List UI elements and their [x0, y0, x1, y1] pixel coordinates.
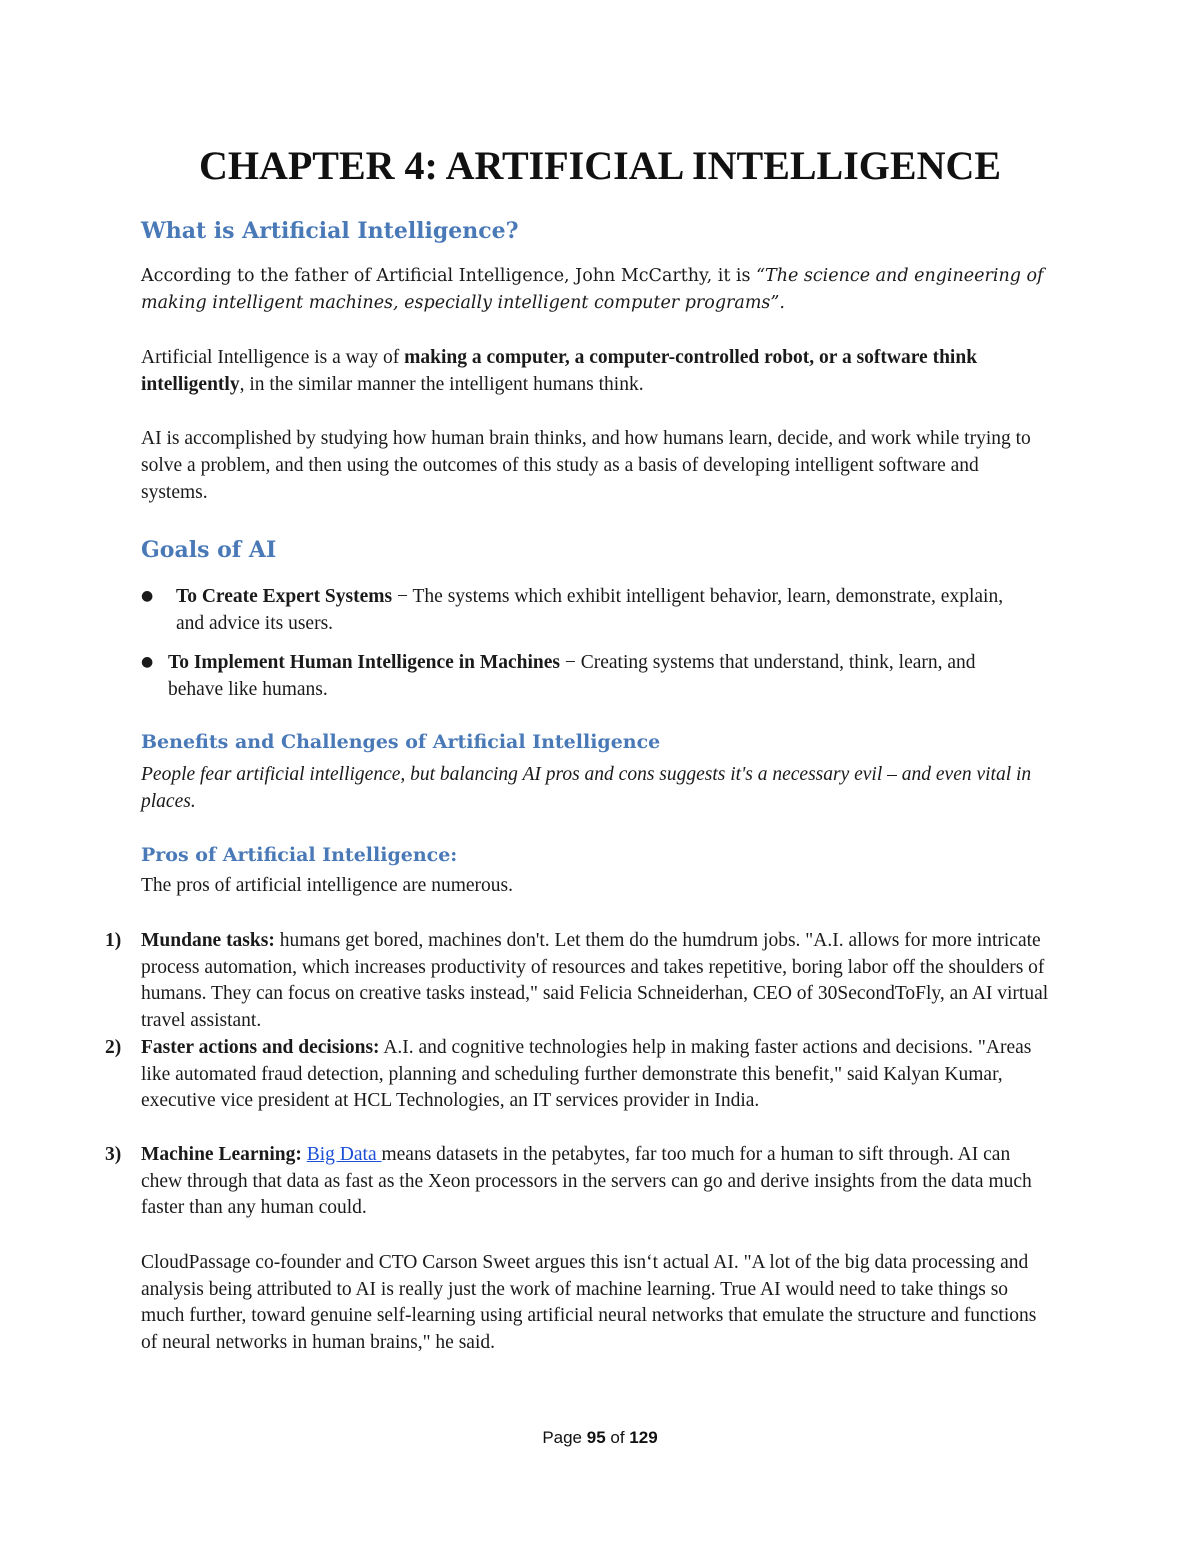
- goal-item-title: To Implement Human Intelligence in Machines: [168, 652, 560, 673]
- ai-way-bold: making a computer, a computer-controlled robot, or a software think intelligently: [141, 347, 978, 395]
- pros-item-colon: :: [295, 1144, 307, 1165]
- goal-item-text: − Creating systems that understand, think, learn, and behave like humans.: [168, 652, 976, 700]
- ai-way-intro: Artificial Intelligence is a way of: [141, 347, 405, 368]
- pros-item-text: A.I. and cognitive technologies help in making faster actions and decisions. "Areas like automated fraud detection, planning and scheduling further demonstrate this benefit," said Kalyan Kumar, executive vice president at HCL Technologies, an IT services provider in India.: [141, 1037, 1032, 1111]
- cloudpassage-quote-paragraph: CloudPassage co-founder and CTO Carson Sweet argues this isn‘t actual AI. "A lot of the big data processing and analysis being attributed to AI is really just the work of machine learning. True AI would need to take things so much further, toward genuine self-learning using artificial neural networks that emulate the structure and functions of neural networks in human brains," he said.: [141, 1252, 1037, 1353]
- benefits-intro: People fear artificial intelligence, but balancing AI pros and cons suggests it's a necessary evil – and even vital in places.: [141, 764, 1032, 812]
- ai-accomplished-paragraph: AI is accomplished by studying how human brain thinks, and how humans learn, decide, and work while trying to solve a problem, and then using the outcomes of this study as a basis of developing intelligent software and systems.: [141, 428, 1031, 503]
- list-number: 2): [105, 1037, 122, 1058]
- page-of-label: of: [605, 1428, 630, 1447]
- bullet-icon: ●: [141, 654, 154, 670]
- page-total: 129: [629, 1428, 658, 1447]
- goal-item-title: To Create Expert Systems: [176, 586, 393, 607]
- list-number: 1): [105, 930, 122, 951]
- mccarthy-definition-paragraph: [141, 263, 1061, 317]
- page-footer: [0, 1428, 1200, 1448]
- section-heading-what-is-ai: What is Artificial Intelligence?: [141, 218, 519, 244]
- pros-item-text: means datasets in the petabytes, far too much for a human to sift through. AI can chew through that data as fast as the Xeon processors in the servers can go and derive insights from the data much faster than any human could.: [141, 1144, 1032, 1218]
- definition-quote: “The science and engineering of making intelligent machines, especially intelligent computer programs”.: [141, 266, 1044, 313]
- big-data-link[interactable]: Big Data: [306, 1144, 382, 1165]
- section-heading-benefits: Benefits and Challenges of Artificial Intelligence: [141, 731, 661, 753]
- ai-way-paragraph: [141, 344, 1061, 398]
- pros-item-title: Machine Learning: [141, 1144, 296, 1165]
- page-label: Page: [542, 1428, 587, 1447]
- section-heading-goals: Goals of AI: [141, 537, 277, 563]
- page-number: 95: [586, 1428, 606, 1447]
- pros-item-title: Faster actions and decisions:: [141, 1037, 380, 1058]
- list-number: 3): [105, 1144, 122, 1165]
- ai-way-end: , in the similar manner the intelligent humans think.: [239, 374, 644, 395]
- pros-item-text: humans get bored, machines don't. Let them do the humdrum jobs. "A.I. allows for more intricate process automation, which increases productivity of resources and takes repetitive, boring labor off the shoulders of humans. They can focus on creative tasks instead," said Felicia Schneiderhan, CEO of 30SecondToFly, an AI virtual travel assistant.: [141, 930, 1049, 1031]
- pros-item-title: Mundane tasks:: [141, 930, 275, 951]
- goal-item-text: − The systems which exhibit intelligent behavior, learn, demonstrate, explain, and advice its users.: [176, 586, 1004, 634]
- definition-intro: According to the father of Artificial Intelligence, John McCarthy, it is: [141, 266, 757, 286]
- chapter-title: CHAPTER 4: ARTIFICIAL INTELLIGENCE: [198, 143, 1002, 188]
- pros-intro: The pros of artificial intelligence are numerous.: [141, 875, 513, 896]
- bullet-icon: ●: [141, 588, 154, 604]
- section-heading-pros: Pros of Artificial Intelligence:: [141, 844, 458, 866]
